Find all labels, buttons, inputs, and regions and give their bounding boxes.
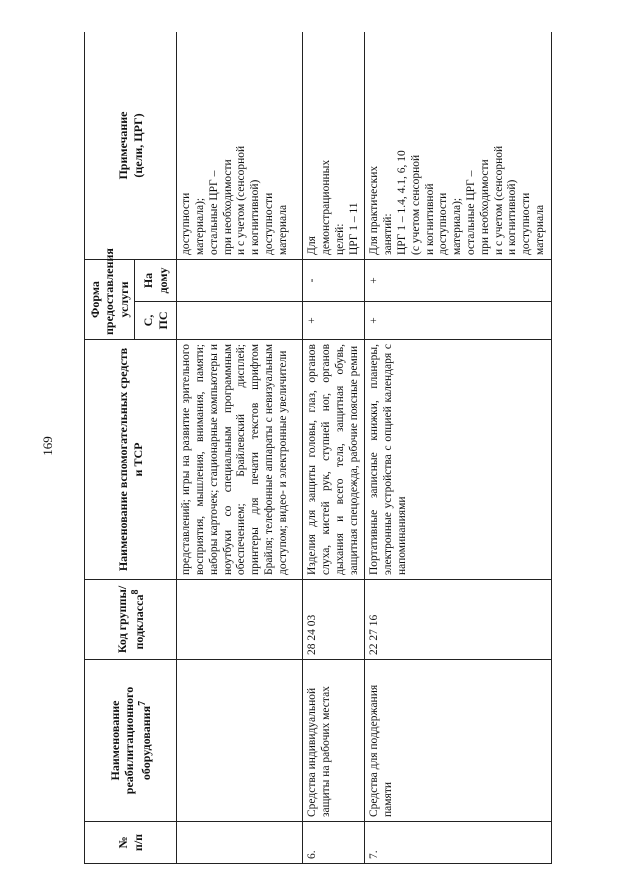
row-1-note: Для демонстрационных целей: ЦРГ 1 – 11 [303, 32, 365, 260]
row-0-form-stationary [177, 302, 303, 340]
row-1-form-home: - [303, 260, 365, 302]
row-0-aids: представлений; игры на развитие зрительного восприятия, мышления, внимания, памяти; наборы карточек; стационарные компьютеры и ноутбуки со специальным программным обеспечением; Брайлевский дисплей; принтеры для печати текстов шрифтом Брайля; телефонные аппараты с невизуальным доступом; видео- и электронные увеличители [177, 340, 303, 580]
row-1-name: Средства индивидуальной защиты на рабочих местах [303, 660, 365, 822]
row-0-note: доступности материала); остальные ЦРГ – при необходимости и с учетом (сенсорной и когнитивной) доступности материала [177, 32, 303, 260]
row-0-name [177, 660, 303, 822]
page-number: 169 [40, 436, 55, 456]
header-group-code [85, 580, 177, 660]
header-group-code-footnote: 8 [129, 589, 141, 595]
table-rotated-container [84, 32, 552, 864]
row-2-aids: Портативные записные книжки, планеры, электронные устройства с опцией календаря с напоминаниями [365, 340, 552, 580]
row-1-number: 6. [303, 822, 365, 864]
header-form-stationary: С, ПС [135, 302, 177, 340]
header-note: Примечание (цели, ЦРГ) [85, 32, 177, 260]
row-2-form-home: + [365, 260, 552, 302]
row-1-code: 28 24 03 [303, 580, 365, 660]
row-2-code: 22 27 16 [365, 580, 552, 660]
header-number: № п/п [85, 822, 177, 864]
header-equipment-name-footnote: 7 [136, 700, 148, 706]
header-aids: Наименование вспомогательных средств и ТСР [85, 340, 177, 580]
row-2-form-stationary: + [365, 302, 552, 340]
row-0-form-home [177, 260, 303, 302]
header-form-home: На дому [135, 260, 177, 302]
header-group-code-text: Код группы/ подкласса [115, 585, 146, 654]
row-2-note: Для практических занятий: ЦРГ 1 – 1.4, 4.1, 6, 10 (с учетом сенсорной и когнитивной доступности материала); остальные ЦРГ – при необходимости и с учетом (сенсорной и когнитивной) доступности материала [365, 32, 552, 260]
header-service-form: Форма предоставления услуги [85, 260, 135, 340]
row-0-code [177, 580, 303, 660]
header-equipment-name-text: Наименование реабилитационного оборудования [108, 686, 153, 795]
row-2-name: Средства для поддержания памяти [365, 660, 552, 822]
row-1-form-stationary: + [303, 302, 365, 340]
header-equipment-name [85, 660, 177, 822]
row-2-number: 7. [365, 822, 552, 864]
row-0-number [177, 822, 303, 864]
row-1-aids: Изделия для защиты головы, глаз, органов слуха, кистей рук, ступней ног, органов дыхания и всего тела, защитная обувь, защитная спецодежда, рабочие поясные ремни [303, 340, 365, 580]
equipment-table [84, 32, 552, 864]
